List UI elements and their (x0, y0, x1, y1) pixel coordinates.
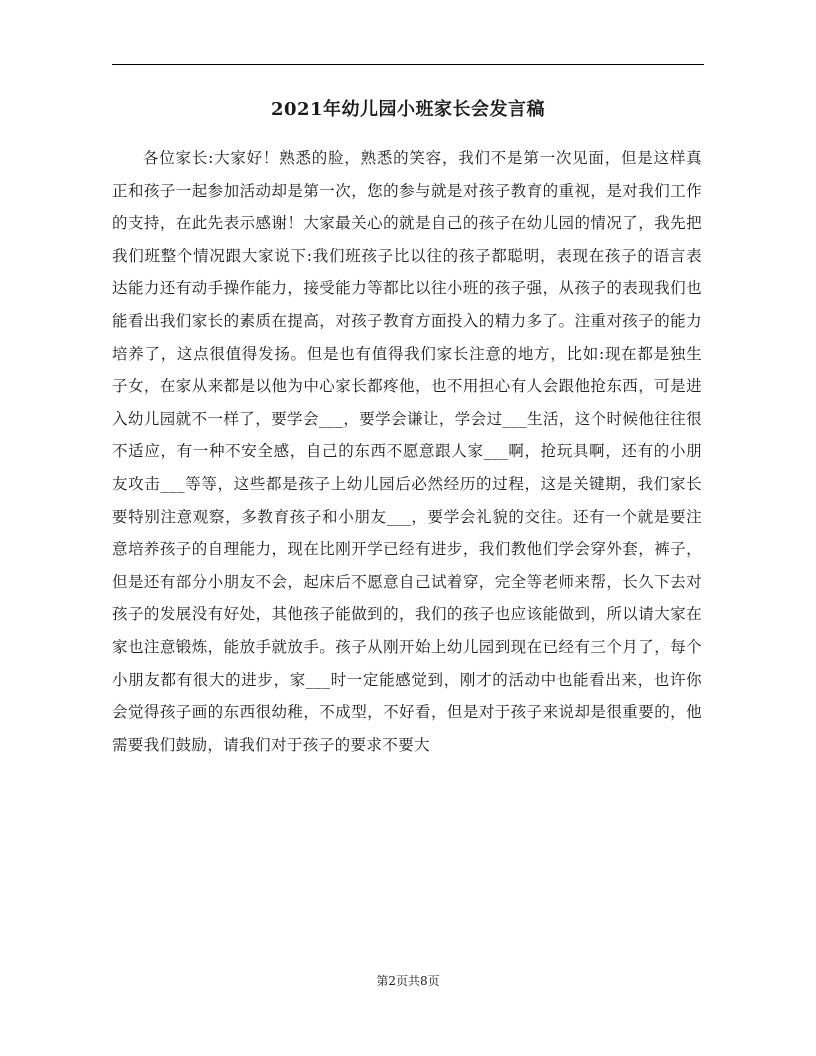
document-title: 2021年幼儿园小班家长会发言稿 (270, 99, 546, 120)
page-number-footer: 第2页共8页 (376, 974, 440, 988)
document-body-paragraph: 各位家长:大家好！熟悉的脸，熟悉的笑容，我们不是第一次见面，但是这样真正和孩子一起参加活动却是第一次，您的参与就是对孩子教育的重视，是对我们工作的支持，在此先表示感谢！大家最关心的就是自己的孩子在幼儿园的情况了，我先把我们班整个情况跟大家说下:我们班孩子比以往的孩子都聪明，表现在孩子的语言表达能力还有动手操作能力，接受能力等都比以往小班的孩子强，从孩子的表现我们也能看出我们家长的素质在提高，对孩子教育方面投入的精力多了。注重对孩子的能力培养了，这点很值得发扬。但是也有值得我们家长注意的地方，比如:现在都是独生子女，在家从来都是以他为中心家长都疼他，也不用担心有人会跟他抢东西，可是进入幼儿园就不一样了，要学会___，要学会谦让，学会过___生活，这个时候他往往很不适应，有一种不安全感，自己的东西不愿意跟人家___啊，抢玩具啊，还有的小朋友攻击___等等，这些都是孩子上幼儿园后必然经历的过程，这是关键期，我们家长要特别注意观察，多教育孩子和小朋友___，要学会礼貌的交往。还有一个就是要注意培养孩子的自理能力，现在比刚开学已经有进步，我们教他们学会穿外套，裤子，但是还有部分小朋友不会，起床后不愿意自己试着穿，完全等老师来帮，长久下去对孩子的发展没有好处，其他孩子能做到的，我们的孩子也应该能做到，所以请大家在家也注意锻炼，能放手就放手。孩子从刚开始上幼儿园到现在已经有三个月了，每个小朋友都有很大的进步，家___时一定能感觉到，刚才的活动中也能看出来，也许你会觉得孩子画的东西很幼稚，不成型，不好看，但是对于孩子来说却是很重要的，他需要我们鼓励，请我们对于孩子的要求不要大 (112, 149, 702, 754)
header-rule (112, 64, 704, 65)
